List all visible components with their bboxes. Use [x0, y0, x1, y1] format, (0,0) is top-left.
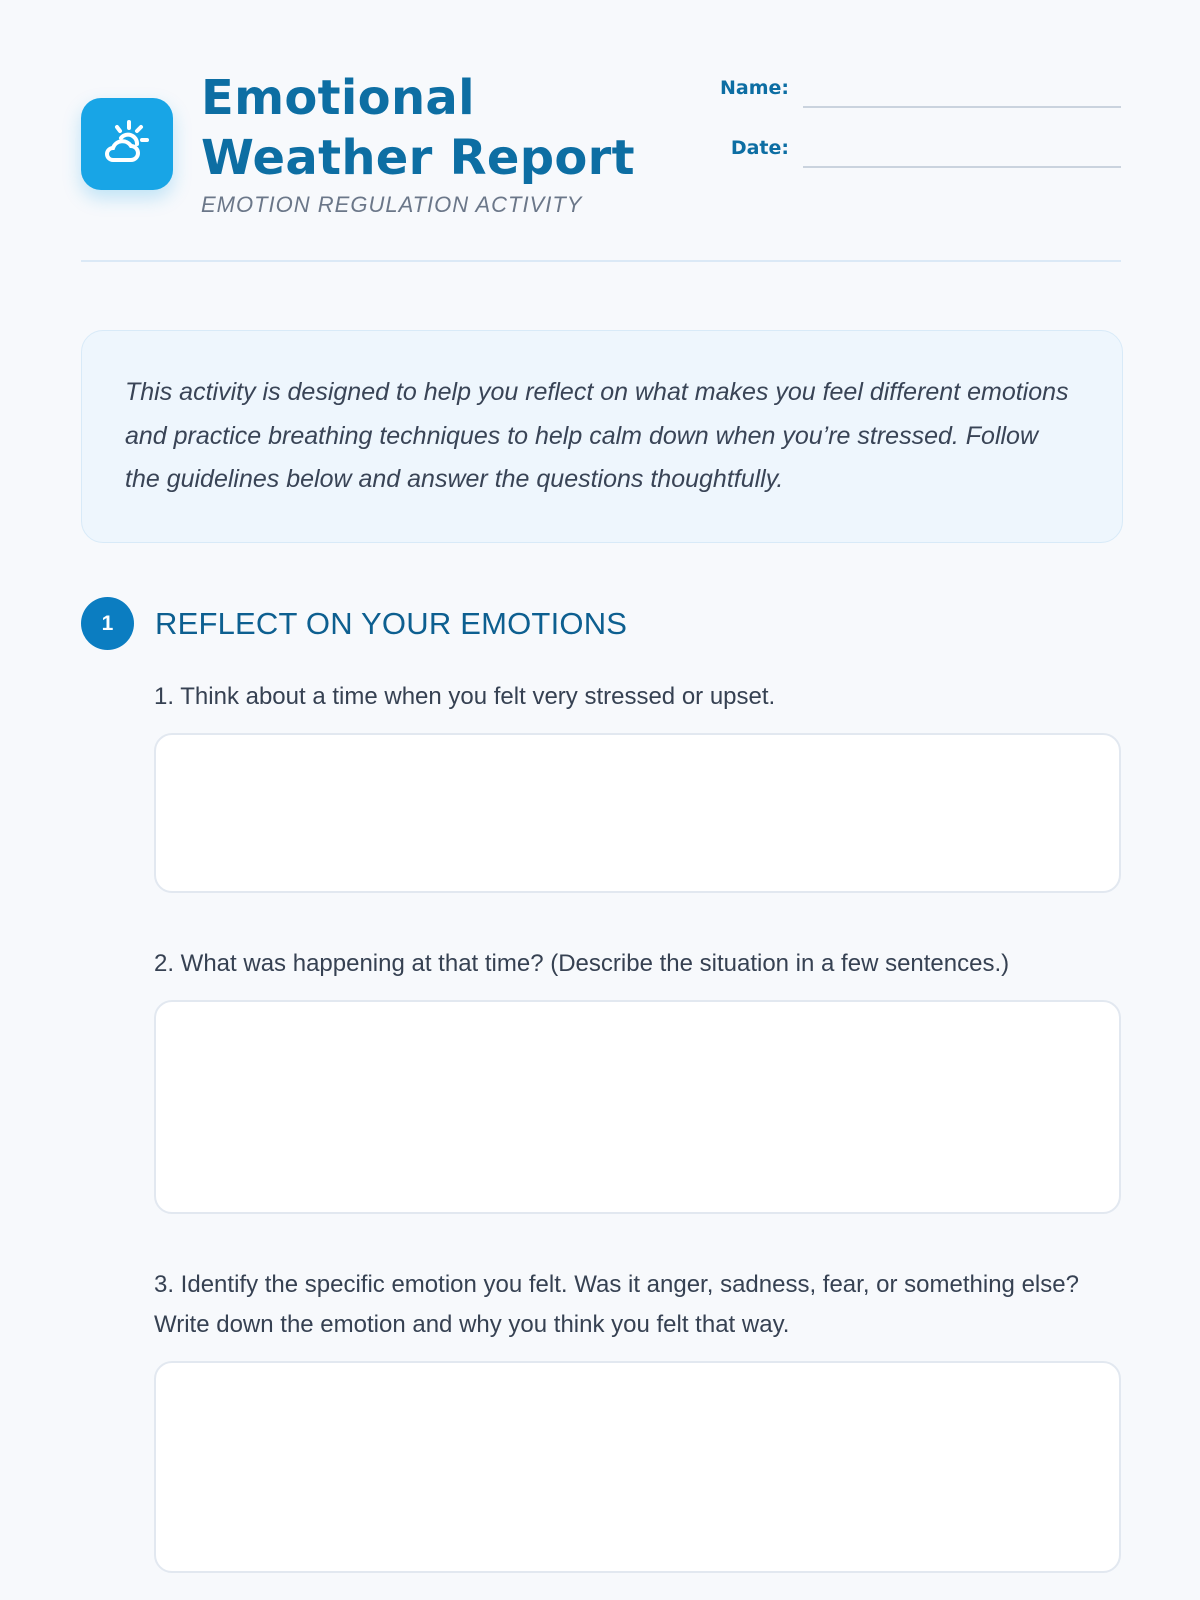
worksheet-header	[81, 60, 1121, 230]
question-label: 3. Identify the specific emotion you felt. Was it anger, sadness, fear, or something else? Write down the emotion and why you think you felt that way.	[154, 1271, 1079, 1338]
date-label: Date:	[730, 137, 789, 159]
intro-box	[81, 330, 1123, 543]
page-subtitle: EMOTION REGULATION ACTIVITY	[201, 192, 583, 217]
name-field[interactable]	[803, 82, 1121, 108]
questions-list	[154, 677, 1121, 1573]
intro-text: This activity is designed to help you reflect on what makes you feel different emotions and practice breathing techniques to help calm down when you’re stressed. Follow the guidelines below and answer the questions thoughtfully.	[125, 378, 1069, 493]
name-label: Name:	[719, 77, 789, 99]
question-label: 2. What was happening at that time? (Describe the situation in a few sentences.)	[154, 950, 1010, 977]
name-field-row	[701, 68, 1121, 108]
title-block	[201, 68, 635, 218]
page-title: Emotional Weather Report	[201, 70, 635, 186]
answer-box[interactable]	[154, 1361, 1121, 1573]
date-field-row	[701, 128, 1121, 168]
section-title: REFLECT ON YOUR EMOTIONS	[155, 605, 628, 641]
answer-box[interactable]	[154, 1000, 1121, 1214]
date-field[interactable]	[803, 142, 1121, 168]
logo	[81, 98, 173, 190]
question-item	[154, 1265, 1121, 1573]
question-item	[154, 677, 1121, 893]
section-number-badge: 1	[81, 597, 134, 650]
name-date-fields	[701, 68, 1121, 188]
question-item	[154, 944, 1121, 1214]
question-label: 1. Think about a time when you felt very stressed or upset.	[154, 683, 776, 710]
answer-box[interactable]	[154, 733, 1121, 893]
section-header	[81, 597, 627, 650]
header-divider	[81, 260, 1121, 262]
